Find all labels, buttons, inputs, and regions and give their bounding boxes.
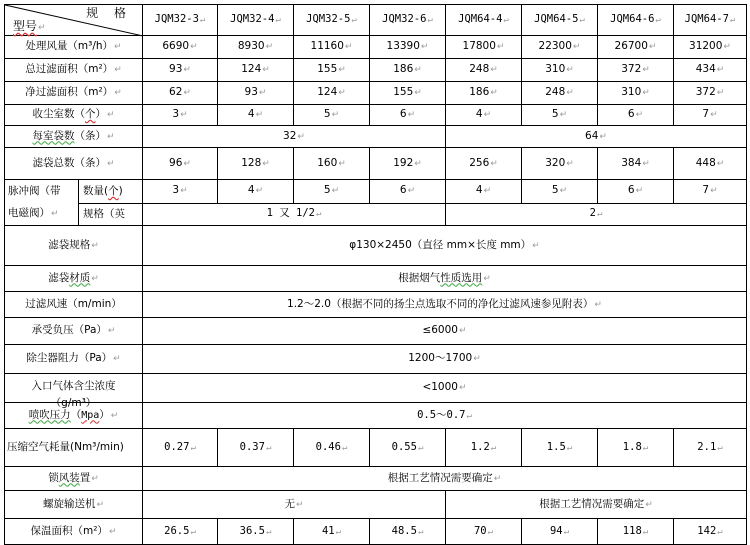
row-inlet-dust: [5, 374, 747, 403]
value-cell: 41↵: [294, 519, 370, 545]
value-cell: 6↵: [598, 180, 674, 204]
row-airlock: [5, 467, 747, 491]
model-header: JQM32-4↵: [218, 5, 294, 36]
value-cell: 1.2↵: [446, 429, 522, 467]
value-cell: 5↵: [294, 105, 370, 126]
row-label: 每室袋数（条）↵: [5, 126, 143, 148]
row-net-filter-area: [5, 82, 747, 105]
model-header: JQM32-5↵: [294, 5, 370, 36]
row-screw-conveyor: [5, 491, 747, 519]
row-filter-velocity: [5, 292, 747, 318]
value-cell: 310↵: [598, 82, 674, 105]
row-insulation-area: [5, 519, 747, 545]
row-label: 滤袋总数（条）↵: [5, 148, 143, 180]
value-cell: 372↵: [598, 59, 674, 82]
row-negative-pressure: [5, 318, 747, 345]
value-cell: 3↵: [143, 105, 218, 126]
value-cell: 448↵: [674, 148, 747, 180]
value-cell: 1.8↵: [598, 429, 674, 467]
value-cell: 96↵: [143, 148, 218, 180]
row-air-consumption: [5, 429, 747, 467]
value-cell: 26.5↵: [143, 519, 218, 545]
row-label: 过滤风速（m/min）: [5, 292, 143, 318]
spec-heading: 规 格: [86, 6, 132, 20]
row-label: 收尘室数（个）↵: [5, 105, 143, 126]
row-total-filter-area: [5, 59, 747, 82]
value-cell: 0.46↵: [294, 429, 370, 467]
row-label: 入口气体含尘浓度 （g/m³）: [5, 374, 143, 403]
row-bags-per-chamber: [5, 126, 747, 148]
value-cell: 142↵: [674, 519, 747, 545]
value-cell-merged: 64↵: [446, 126, 747, 148]
spec-sublabel: 规格（英: [79, 203, 143, 226]
row-pulse-valve-spec: [5, 203, 747, 226]
model-heading: 型号↵: [13, 19, 46, 33]
row-label: 净过滤面积（m²）↵: [5, 82, 143, 105]
row-bag-spec: [5, 226, 747, 266]
value-cell: 48.5↵: [370, 519, 446, 545]
value-cell-wide: <1000↵: [143, 374, 747, 403]
model-header: JQM64-4↵: [446, 5, 522, 36]
value-cell: 6↵: [370, 180, 446, 204]
value-cell: 5↵: [522, 180, 598, 204]
value-cell: 7↵: [674, 105, 747, 126]
value-cell-wide: 0.5～0.7↵: [143, 403, 747, 429]
value-cell: 384↵: [598, 148, 674, 180]
specification-table: [4, 4, 747, 545]
model-header: JQM64-5↵: [522, 5, 598, 36]
row-label: 总过滤面积（m²）↵: [5, 59, 143, 82]
row-bag-material: [5, 266, 747, 292]
value-cell: 310↵: [522, 59, 598, 82]
row-label: 螺旋输送机↵: [5, 491, 143, 519]
value-cell: 17800↵: [446, 36, 522, 59]
value-cell: 8930↵: [218, 36, 294, 59]
row-pulse-valve-qty: [5, 180, 747, 204]
value-cell: 192↵: [370, 148, 446, 180]
value-cell: 118↵: [598, 519, 674, 545]
value-cell: 124↵: [218, 59, 294, 82]
row-label: 滤袋规格↵: [5, 226, 143, 266]
value-cell: 128↵: [218, 148, 294, 180]
value-cell: 248↵: [446, 59, 522, 82]
model-header: JQM32-3↵: [143, 5, 218, 36]
value-cell: 94↵: [522, 519, 598, 545]
value-cell-wide: 1200～1700↵: [143, 345, 747, 374]
model-header: JQM64-6↵: [598, 5, 674, 36]
value-cell: 5↵: [522, 105, 598, 126]
value-cell: 93↵: [143, 59, 218, 82]
row-label: 除尘器阻力（Pa）↵: [5, 345, 143, 374]
value-cell-wide: 根据工艺情况需要确定↵: [143, 467, 747, 491]
value-cell: 124↵: [294, 82, 370, 105]
value-cell: 70↵: [446, 519, 522, 545]
value-cell: 372↵: [674, 82, 747, 105]
value-cell: 31200↵: [674, 36, 747, 59]
row-label: 处理风量（m³/h）↵: [5, 36, 143, 59]
value-cell: 4↵: [218, 180, 294, 204]
model-header: JQM32-6↵: [370, 5, 446, 36]
value-cell: 186↵: [370, 59, 446, 82]
value-cell: 6↵: [598, 105, 674, 126]
row-total-bags: [5, 148, 747, 180]
value-cell: 1.5↵: [522, 429, 598, 467]
value-cell: 256↵: [446, 148, 522, 180]
value-cell: 22300↵: [522, 36, 598, 59]
value-cell: 5↵: [294, 180, 370, 204]
row-label: 保温面积（m²）↵: [5, 519, 143, 545]
value-cell: 11160↵: [294, 36, 370, 59]
value-cell-wide: 根据烟气性质选用↵: [143, 266, 747, 292]
value-cell-wide: 1.2～2.0（根据不同的扬尘点选取不同的净化过滤风速参见附表）↵: [143, 292, 747, 318]
value-cell: 2.1↵: [674, 429, 747, 467]
value-cell: 186↵: [446, 82, 522, 105]
value-cell: 155↵: [294, 59, 370, 82]
row-label: 滤袋材质↵: [5, 266, 143, 292]
row-label: 喷吹压力（Mpa）↵: [5, 403, 143, 429]
value-cell: 0.55↵: [370, 429, 446, 467]
model-header: JQM64-7↵: [674, 5, 747, 36]
header-row: [5, 5, 747, 36]
value-cell: 4↵: [446, 180, 522, 204]
value-cell-merged: 无↵: [143, 491, 446, 519]
row-label: 承受负压（Pa）↵: [5, 318, 143, 345]
value-cell: 62↵: [143, 82, 218, 105]
value-cell: 3↵: [143, 180, 218, 204]
value-cell: 7↵: [674, 180, 747, 204]
value-cell: 155↵: [370, 82, 446, 105]
value-cell: 0.27↵: [143, 429, 218, 467]
value-cell-merged: 1 又 1/2↵: [143, 203, 446, 226]
value-cell: 248↵: [522, 82, 598, 105]
value-cell-merged: 32↵: [143, 126, 446, 148]
value-cell: 320↵: [522, 148, 598, 180]
value-cell: 26700↵: [598, 36, 674, 59]
value-cell: 434↵: [674, 59, 747, 82]
value-cell: 0.37↵: [218, 429, 294, 467]
row-spray-pressure: [5, 403, 747, 429]
value-cell: 160↵: [294, 148, 370, 180]
value-cell: 6↵: [370, 105, 446, 126]
qty-sublabel: 数量(个): [79, 180, 143, 204]
value-cell: 4↵: [218, 105, 294, 126]
pulse-valve-label: 脉冲阀（带 电磁阀）↵: [5, 180, 79, 226]
value-cell-merged: 2↵: [446, 203, 747, 226]
value-cell-wide: ≤6000↵: [143, 318, 747, 345]
value-cell-merged: 根据工艺情况需要确定↵: [446, 491, 747, 519]
row-label: 压缩空气耗量(Nm³/min): [5, 429, 143, 467]
row-airflow: [5, 36, 747, 59]
value-cell: 4↵: [446, 105, 522, 126]
value-cell-wide: φ130×2450（直径 mm×长度 mm）↵: [143, 226, 747, 266]
corner-header-cell: [5, 5, 143, 36]
row-dust-chambers: [5, 105, 747, 126]
value-cell: 93↵: [218, 82, 294, 105]
row-resistance: [5, 345, 747, 374]
value-cell: 13390↵: [370, 36, 446, 59]
value-cell: 36.5↵: [218, 519, 294, 545]
value-cell: 6690↵: [143, 36, 218, 59]
row-label: 锁风装置↵: [5, 467, 143, 491]
